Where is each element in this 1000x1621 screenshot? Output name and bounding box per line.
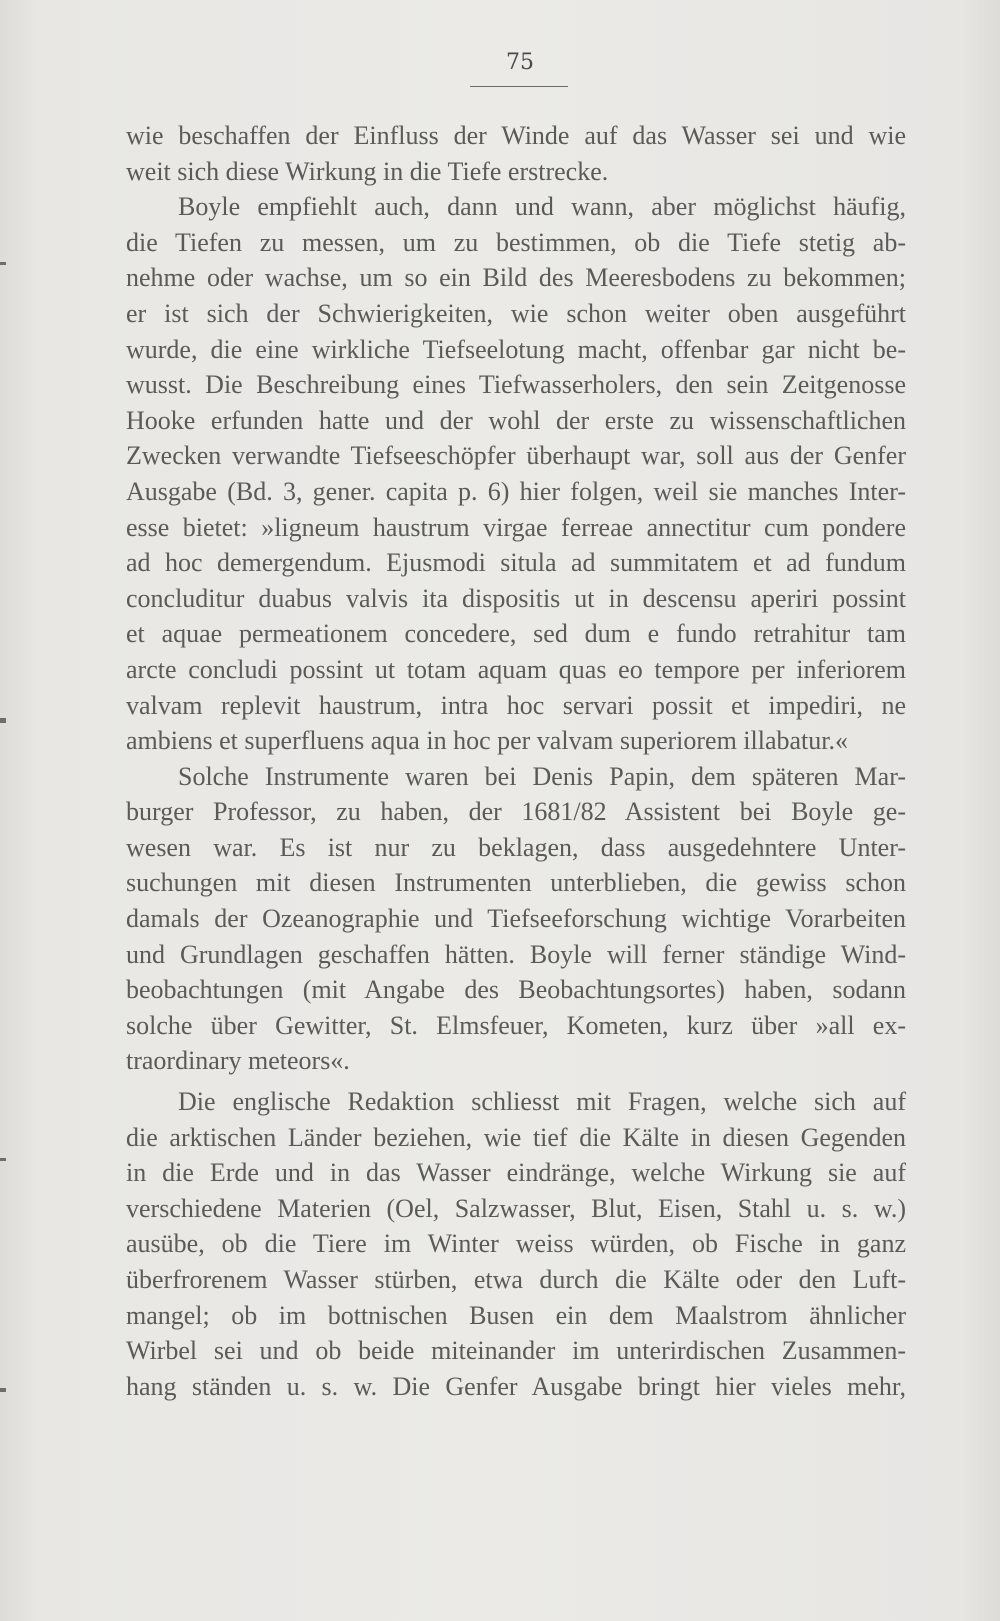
text-line: solche über Gewitter, St. Elmsfeuer, Kometen, kurz über »all ex-: [126, 1010, 906, 1040]
page-number-rule: [470, 86, 568, 87]
body-text: [126, 118, 906, 1404]
text-line: hang ständen u. s. w. Die Genfer Ausgabe bringt hier vieles mehr,: [126, 1371, 906, 1401]
text-line: et aquae permeationem concedere, sed dum e fundo retrahitur tam: [126, 619, 906, 649]
edge-mark-middle: [0, 718, 6, 723]
text-line: esse bietet: »ligneum haustrum virgae ferreae annectitur cum pondere: [126, 512, 906, 542]
text-line: arcte concludi possint ut totam aquam quas eo tempore per inferiorem: [126, 654, 906, 684]
text-line: die Tiefen zu messen, um zu bestimmen, ob die Tiefe stetig ab-: [126, 227, 906, 257]
text-line: Hooke erfunden hatte und der wohl der erste zu wissenschaftlichen: [126, 405, 906, 435]
text-line: er ist sich der Schwierigkeiten, wie schon weiter oben ausgeführt: [126, 298, 906, 328]
text-line: valvam replevit haustrum, intra hoc servari possit et impediri, ne: [126, 690, 906, 720]
text-line: Boyle empfiehlt auch, dann und wann, aber möglichst häufig,: [178, 192, 906, 222]
text-line: verschiedene Materien (Oel, Salzwasser, Blut, Eisen, Stahl u. s. w.): [126, 1193, 906, 1223]
edge-mark-top: [0, 262, 6, 265]
text-line: wie beschaffen der Einfluss der Winde auf das Wasser sei und wie: [126, 121, 906, 150]
text-line: ad hoc demergendum. Ejusmodi situla ad summitatem et ad fundum: [126, 548, 906, 578]
edge-mark-bottom: [0, 1388, 6, 1392]
text-line: in die Erde und in das Wasser eindränge, welche Wirkung sie auf: [126, 1158, 906, 1188]
text-line: Solche Instrumente waren bei Denis Papin, dem späteren Mar-: [178, 761, 906, 791]
text-line: weit sich diese Wirkung in die Tiefe erstrecke.: [126, 156, 609, 186]
text-line: traordinary meteors«.: [126, 1046, 350, 1076]
text-line: Die englische Redaktion schliesst mit Fragen, welche sich auf: [178, 1087, 906, 1117]
page-number: 75: [506, 50, 534, 75]
text-line: Ausgabe (Bd. 3, gener. capita p. 6) hier folgen, weil sie manches Inter-: [126, 476, 906, 506]
text-line: überfrorenem Wasser stürben, etwa durch die Kälte oder den Luft-: [126, 1265, 906, 1294]
text-line: und Grundlagen geschaffen hätten. Boyle will ferner ständige Wind-: [126, 939, 906, 969]
text-line: beobachtungen (mit Angabe des Beobachtungsortes) haben, sodann: [126, 975, 906, 1005]
text-line: nehme oder wachse, um so ein Bild des Meeresbodens zu bekommen;: [126, 263, 906, 293]
text-line: mangel; ob im bottnischen Busen ein dem Maalstrom ähnlicher: [126, 1300, 906, 1330]
text-line: concluditur duabus valvis ita dispositis ut in descensu aperiri possint: [126, 583, 906, 613]
edge-mark-lower: [0, 1158, 6, 1161]
text-line: Zwecken verwandte Tiefseeschöpfer überhaupt war, soll aus der Genfer: [126, 441, 906, 471]
text-line: die arktischen Länder beziehen, wie tief die Kälte in diesen Gegenden: [126, 1122, 906, 1152]
text-line: damals der Ozeanographie und Tiefseeforschung wichtige Vorarbeiten: [126, 904, 906, 934]
text-line: wusst. Die Beschreibung eines Tiefwasserholers, den sein Zeitgenosse: [126, 370, 906, 400]
text-line: wesen war. Es ist nur zu beklagen, dass ausgedehntere Unter-: [126, 832, 906, 862]
text-line: burger Professor, zu haben, der 1681/82 Assistent bei Boyle ge-: [126, 797, 906, 827]
text-line: wurde, die eine wirkliche Tiefseelotung macht, offenbar gar nicht be-: [126, 334, 906, 364]
text-line: suchungen mit diesen Instrumenten unterblieben, die gewiss schon: [126, 868, 906, 898]
text-line: ausübe, ob die Tiere im Winter weiss würden, ob Fische in ganz: [126, 1229, 906, 1259]
text-line: Wirbel sei und ob beide miteinander im unterirdischen Zusammen-: [126, 1336, 906, 1366]
text-line: ambiens et superfluens aqua in hoc per valvam superiorem illabatur.«: [126, 726, 848, 756]
